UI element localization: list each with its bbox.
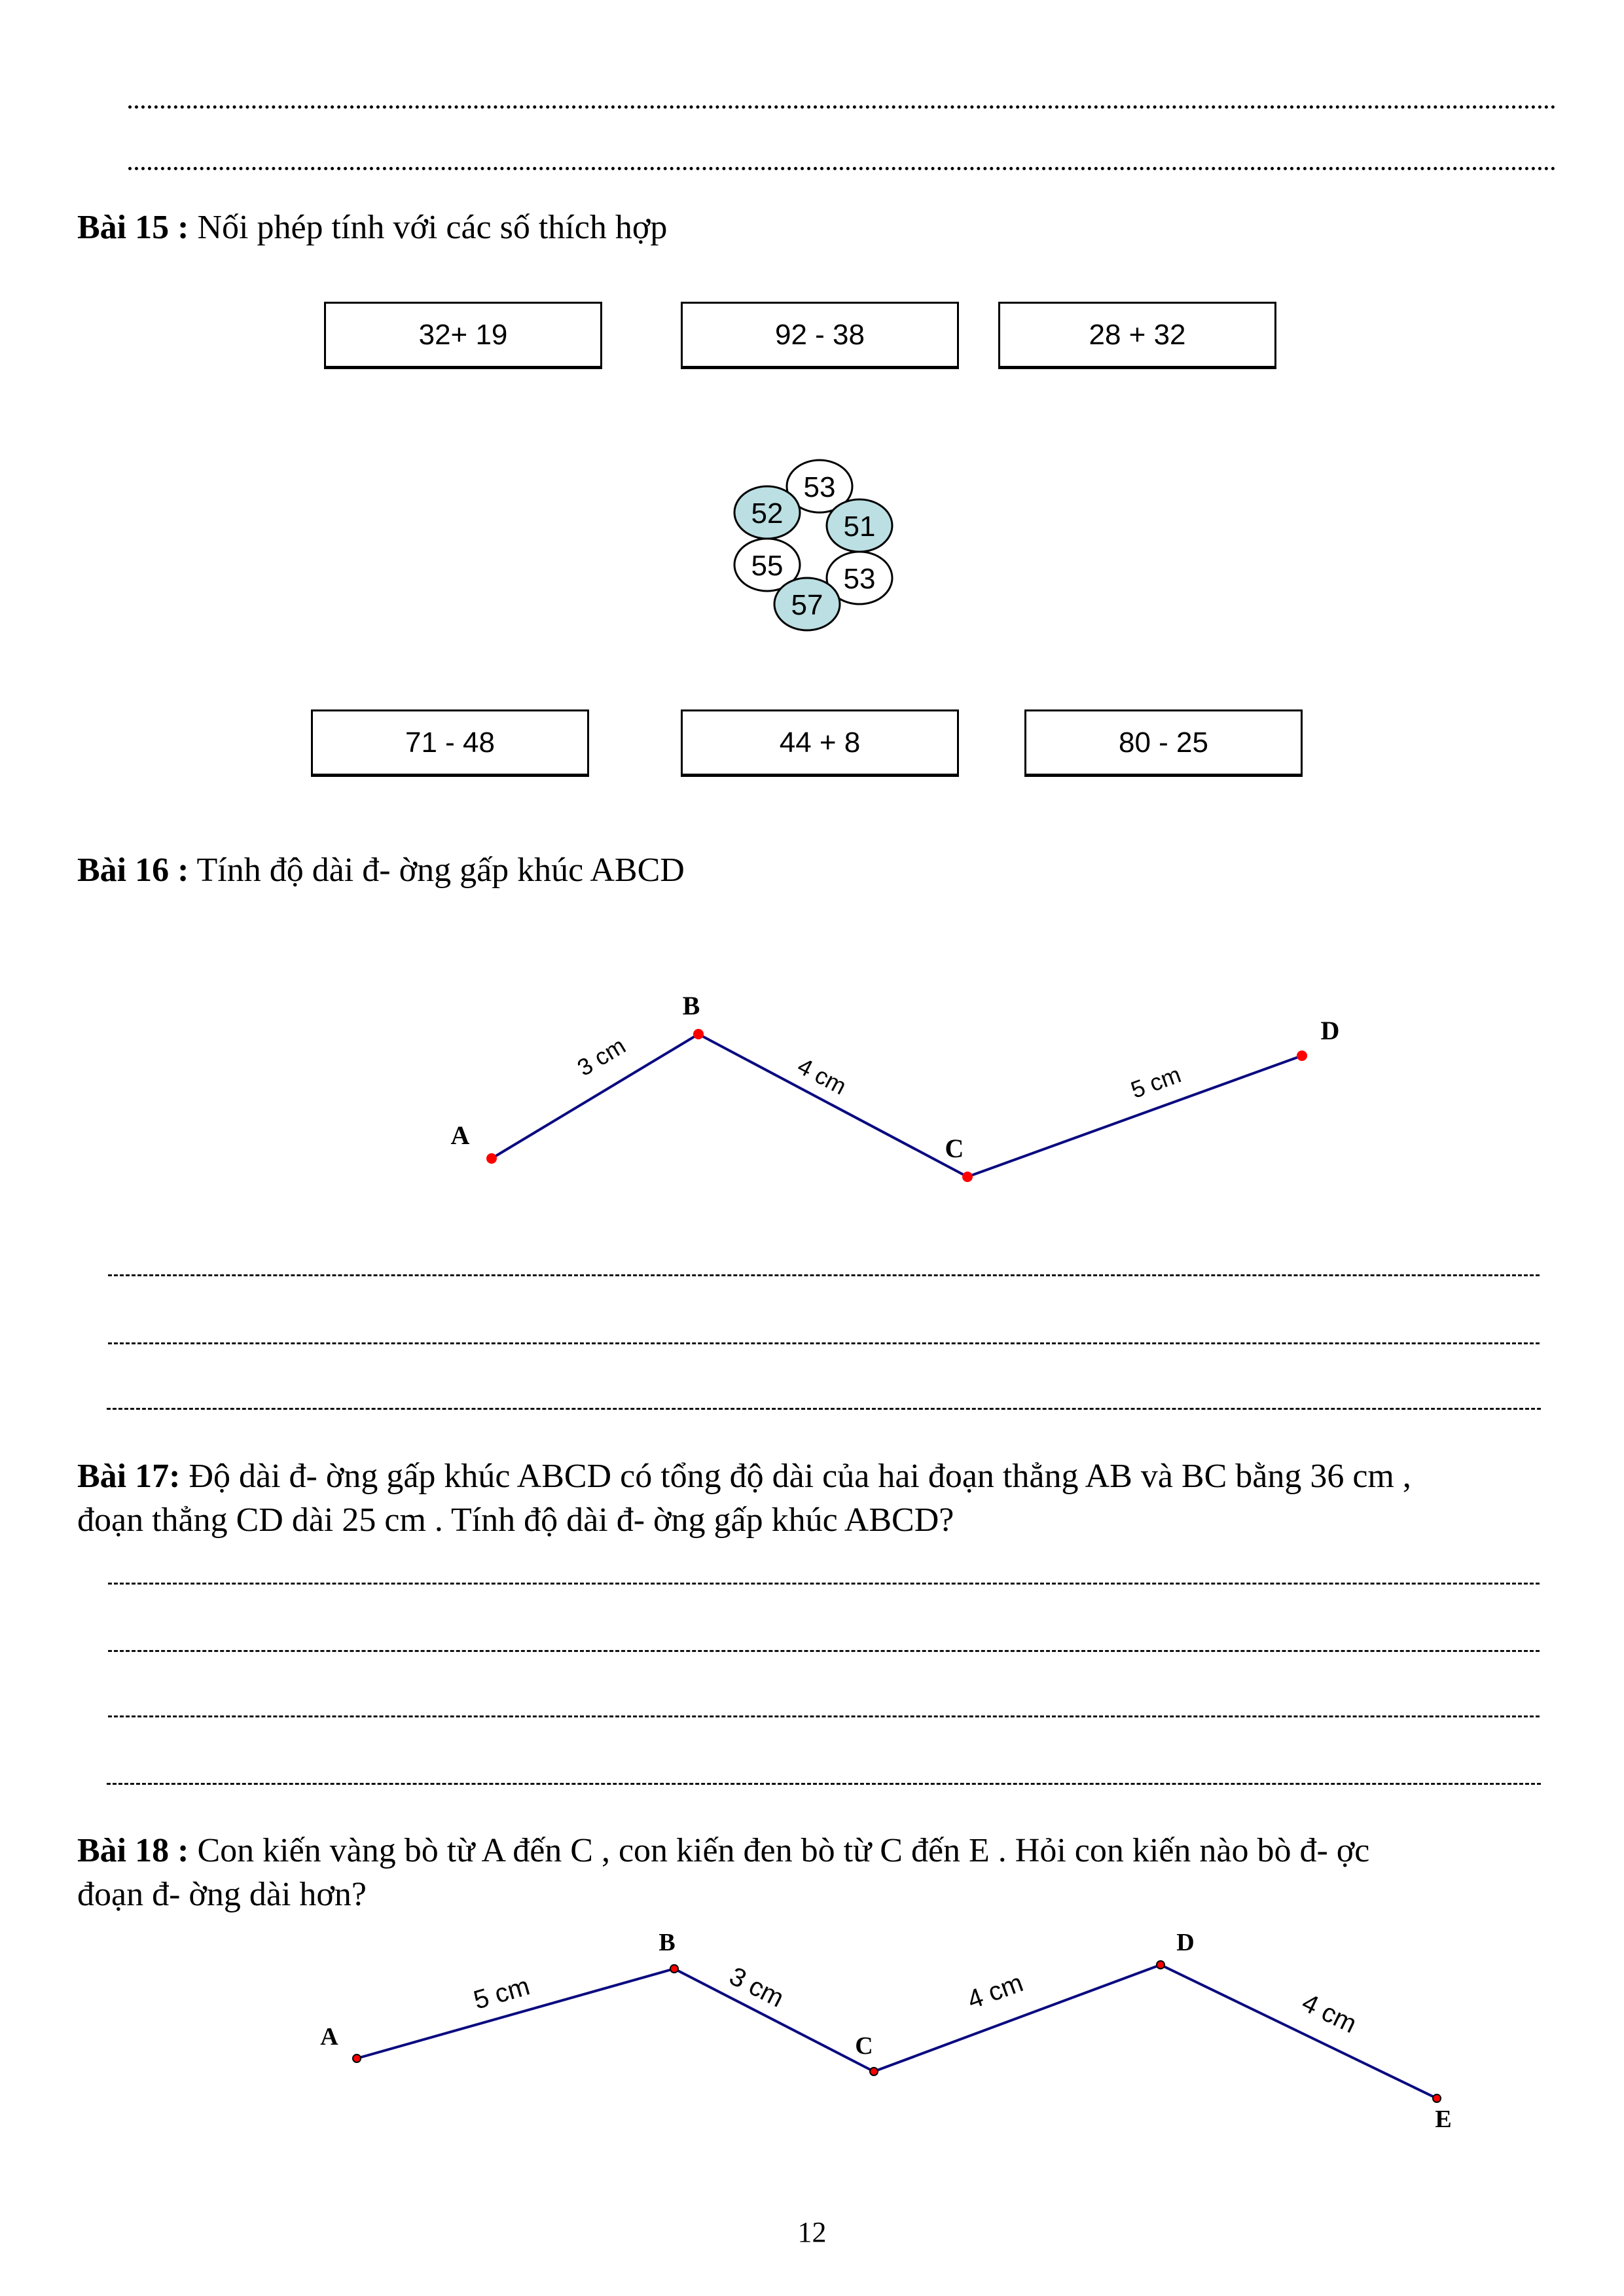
point-label: D bbox=[1320, 1016, 1340, 1045]
point-label: E bbox=[1435, 2106, 1452, 2133]
point-label: B bbox=[659, 1929, 676, 1956]
number-value: 53 bbox=[843, 563, 876, 595]
exercise-17-heading bbox=[77, 1454, 1411, 1498]
expression-text: 80 - 25 bbox=[1119, 726, 1208, 759]
answer-line bbox=[108, 1650, 1540, 1652]
expression-box[interactable] bbox=[1024, 709, 1303, 777]
polyline-abcd-diagram bbox=[0, 969, 1624, 1204]
number-value: 55 bbox=[751, 550, 784, 582]
answer-line bbox=[108, 1583, 1540, 1585]
exercise-17-line2-text: đoạn thẳng CD dài 25 cm . Tính độ dài đ- ờng gấp khúc ABCD? bbox=[77, 1501, 954, 1539]
number-value: 57 bbox=[791, 589, 823, 621]
point-label: B bbox=[682, 991, 700, 1020]
point-label: A bbox=[450, 1121, 470, 1150]
number-oval-shaded[interactable] bbox=[734, 486, 800, 539]
expression-text: 32+ 19 bbox=[418, 318, 508, 351]
segment-length: 4 cm bbox=[793, 1052, 851, 1100]
answer-line bbox=[107, 1783, 1541, 1785]
segment-length: 4 cm bbox=[964, 1968, 1027, 2015]
point-marker bbox=[353, 2054, 361, 2062]
number-value: 53 bbox=[803, 471, 836, 503]
expression-text: 28 + 32 bbox=[1089, 318, 1186, 351]
exercise-17-line2 bbox=[77, 1498, 954, 1542]
segment-length: 3 cm bbox=[725, 1962, 789, 2013]
point-marker bbox=[870, 2068, 878, 2075]
answer-line bbox=[108, 1715, 1540, 1717]
expression-text: 71 - 48 bbox=[405, 726, 495, 759]
point-marker bbox=[1157, 1961, 1164, 1969]
exercise-15-heading bbox=[77, 206, 667, 249]
segment-length: 4 cm bbox=[1297, 1988, 1362, 2039]
expression-text: 92 - 38 bbox=[775, 318, 865, 351]
exercise-17-line1: Độ dài đ- ờng gấp khúc ABCD có tổng độ dài của hai đoạn thẳng AB và BC bằng 36 cm , bbox=[180, 1458, 1411, 1495]
number-oval-shaded[interactable] bbox=[827, 499, 892, 552]
segment-length: 3 cm bbox=[572, 1031, 630, 1081]
expression-box[interactable] bbox=[681, 302, 959, 369]
exercise-17-label: Bài 17: bbox=[77, 1458, 181, 1495]
number-value: 51 bbox=[843, 511, 876, 543]
exercise-15-text: Nối phép tính với các số thích hợp bbox=[189, 209, 668, 246]
exercise-18-line2-text: đoạn đ- ờng dài hơn? bbox=[77, 1876, 367, 1913]
answer-line bbox=[128, 105, 1556, 109]
point-label: C bbox=[855, 2032, 873, 2060]
answer-line bbox=[128, 167, 1556, 170]
exercise-18-label: Bài 18 : bbox=[77, 1832, 189, 1869]
segment-length: 5 cm bbox=[470, 1971, 533, 2015]
exercise-18-line1: Con kiến vàng bò từ A đến C , con kiến đen bò từ C đến E . Hỏi con kiến nào bò đ- ợc bbox=[189, 1832, 1370, 1869]
point-label: C bbox=[945, 1134, 964, 1163]
exercise-16-text: Tính độ dài đ- ờng gấp khúc ABCD bbox=[189, 852, 685, 889]
exercise-16-heading bbox=[77, 848, 685, 892]
point-label: A bbox=[320, 2023, 338, 2051]
number-oval-shaded[interactable] bbox=[774, 578, 840, 630]
answer-line bbox=[107, 1408, 1541, 1410]
answer-line bbox=[108, 1274, 1540, 1276]
point-marker bbox=[486, 1153, 497, 1164]
point-marker bbox=[962, 1172, 973, 1182]
expression-text: 44 + 8 bbox=[779, 726, 861, 759]
point-marker bbox=[693, 1029, 704, 1039]
page-number: 12 bbox=[797, 2216, 827, 2248]
polyline-abcde-diagram bbox=[0, 1918, 1624, 2140]
exercise-16-label: Bài 16 : bbox=[77, 852, 189, 889]
number-cluster bbox=[707, 445, 916, 641]
expression-box[interactable] bbox=[998, 302, 1276, 369]
expression-box[interactable] bbox=[681, 709, 959, 777]
point-marker bbox=[1433, 2094, 1441, 2102]
exercise-18-line2 bbox=[77, 1873, 367, 1916]
exercise-15-label: Bài 15 : bbox=[77, 209, 189, 246]
point-label: D bbox=[1176, 1929, 1195, 1956]
segment-length: 5 cm bbox=[1127, 1060, 1185, 1103]
answer-line bbox=[108, 1342, 1540, 1344]
number-value: 52 bbox=[751, 497, 784, 529]
exercise-18-heading bbox=[77, 1829, 1369, 1873]
point-marker bbox=[1297, 1050, 1307, 1061]
expression-box[interactable] bbox=[311, 709, 589, 777]
expression-box[interactable] bbox=[324, 302, 602, 369]
point-marker bbox=[670, 1965, 678, 1973]
